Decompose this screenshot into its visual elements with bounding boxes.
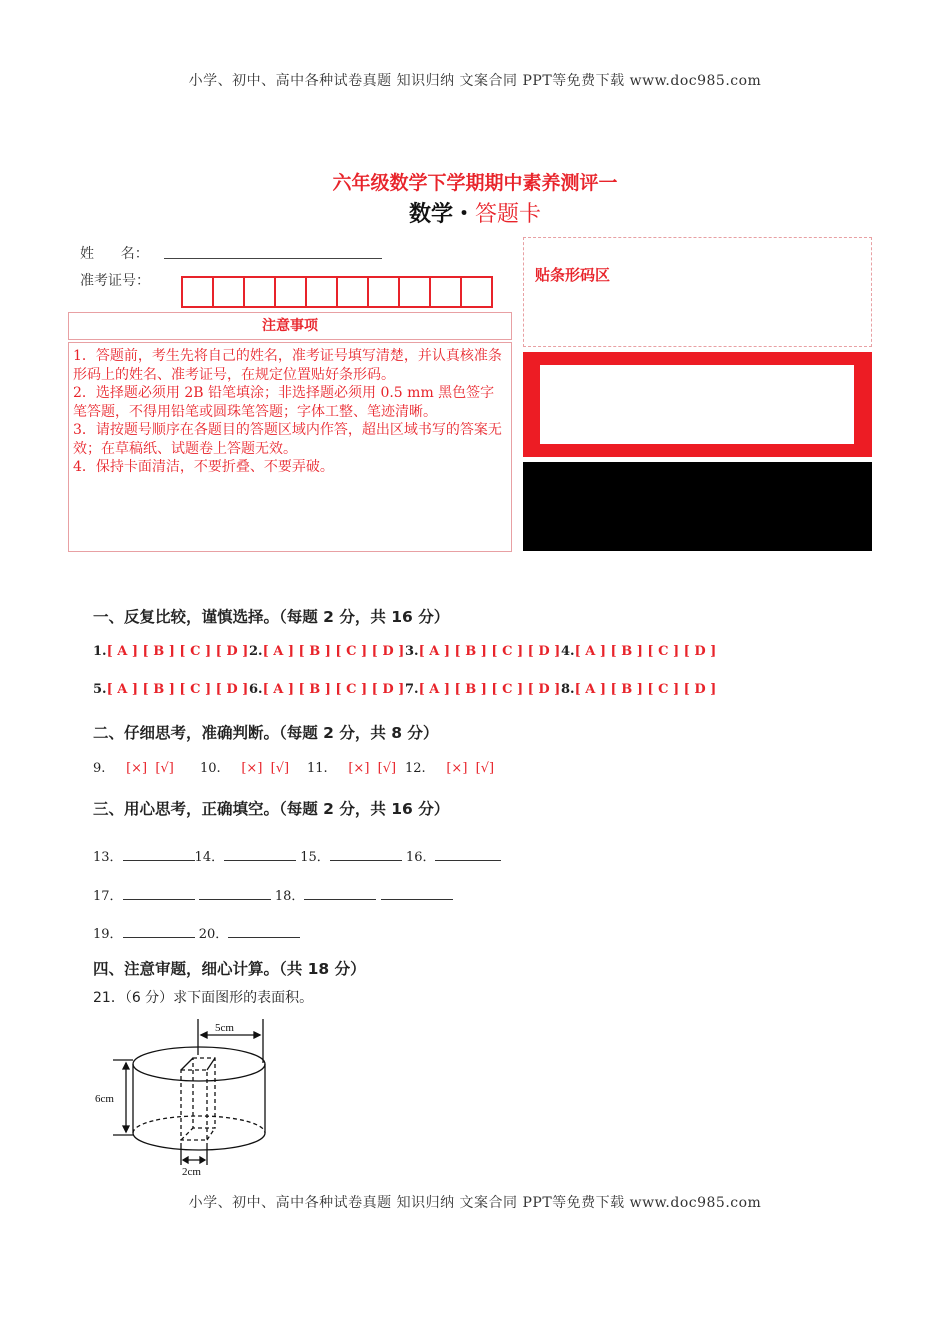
blank-18a[interactable] (304, 887, 376, 900)
choice-q4[interactable]: 4.[ A ] [ B ] [ C ] [ D ] (561, 644, 717, 659)
id-digit-box[interactable] (307, 278, 338, 306)
fill-row-1: 13． 14． 15． 16． (93, 846, 501, 865)
notice-heading: 注意事项 (68, 312, 512, 340)
section2-title: 二、仔细思考，准确判断。（每题 2 分，共 8 分） (93, 724, 439, 742)
judge-q12[interactable]: 12. [×] [√] (405, 761, 495, 776)
blank-17b[interactable] (199, 887, 271, 900)
id-digit-box[interactable] (369, 278, 400, 306)
page-header: 小学、初中、高中各种试卷真题 知识归纳 文案合同 PPT等免费下载 www.doc985.com (188, 73, 762, 89)
red-frame-box (523, 352, 872, 457)
cylinder-figure (93, 1015, 283, 1180)
blank-18b[interactable] (381, 887, 453, 900)
card-title (0, 197, 950, 228)
blank-20[interactable] (228, 925, 300, 938)
black-block (523, 462, 872, 551)
notice-item: 2．选择题必须用 2B 铅笔填涂；非选择题必须用 0.5 mm 黑色签字笔答题，不得用铅笔或圆珠笔答题；字体工整、笔迹清晰。 (73, 385, 495, 420)
choice-q1[interactable]: 1.[ A ] [ B ] [ C ] [ D ] (93, 644, 249, 659)
barcode-area (523, 237, 872, 347)
section1-title: 一、反复比较，谨慎选择。（每题 2 分，共 16 分） (93, 608, 450, 626)
id-label: 准考证号： (80, 273, 150, 289)
choice-q3[interactable]: 3.[ A ] [ B ] [ C ] [ D ] (405, 644, 561, 659)
fill-row-3: 19． 20． (93, 923, 300, 942)
fig-label-5cm: 5cm (215, 1022, 234, 1034)
blank-19[interactable] (123, 925, 195, 938)
question-21: 21．（6 分）求下面图形的表面积。 (93, 990, 314, 1006)
title-dot: ・ (452, 202, 475, 227)
blank-13[interactable] (123, 848, 195, 861)
name-label: 姓 名： (80, 246, 149, 262)
choice-q5[interactable]: 5.[ A ] [ B ] [ C ] [ D ] (93, 682, 249, 697)
notice-item: 4．保持卡面清洁，不要折叠、不要弄破。 (73, 459, 334, 475)
blank-14[interactable] (224, 848, 296, 861)
fig-label-6cm: 6cm (95, 1093, 114, 1105)
id-digit-box[interactable] (214, 278, 245, 306)
id-digit-box[interactable] (400, 278, 431, 306)
blank-16[interactable] (435, 848, 501, 861)
judge-q9[interactable]: 9. [×] [√] (93, 761, 174, 776)
id-digit-box[interactable] (338, 278, 369, 306)
id-digit-box[interactable] (245, 278, 276, 306)
id-digit-box[interactable] (183, 278, 214, 306)
exam-title: 六年级数学下学期期中素养测评一 (332, 172, 618, 194)
answer-card-label: 答题卡 (475, 202, 542, 227)
choice-q7[interactable]: 7.[ A ] [ B ] [ C ] [ D ] (405, 682, 561, 697)
notice-item: 1．答题前，考生先将自己的姓名，准考证号填写清楚，并认真核准条形码上的姓名、准考证号，在规定位置贴好条形码。 (73, 348, 502, 383)
notice-body (68, 342, 512, 552)
choice-q2[interactable]: 2.[ A ] [ B ] [ C ] [ D ] (249, 644, 405, 659)
id-digit-box[interactable] (462, 278, 491, 306)
id-digit-box[interactable] (431, 278, 462, 306)
fill-row-2: 17． 18． (93, 885, 453, 904)
fig-label-2cm: 2cm (182, 1166, 201, 1178)
judge-q11[interactable]: 11. [×] [√] (307, 761, 397, 776)
section4-title: 四、注意审题，细心计算。（共 18 分） (93, 960, 366, 978)
page-footer: 小学、初中、高中各种试卷真题 知识归纳 文案合同 PPT等免费下载 www.doc985.com (188, 1195, 762, 1211)
choice-q6[interactable]: 6.[ A ] [ B ] [ C ] [ D ] (249, 682, 405, 697)
notice-item: 3．请按题号顺序在各题目的答题区域内作答，超出区域书写的答案无效；在草稿纸、试题卷上答题无效。 (73, 422, 502, 457)
choice-q8[interactable]: 8.[ A ] [ B ] [ C ] [ D ] (561, 682, 717, 697)
blank-15[interactable] (330, 848, 402, 861)
name-field[interactable] (164, 258, 382, 259)
barcode-label: 贴条形码区 (535, 266, 611, 284)
section3-title: 三、用心思考，正确填空。（每题 2 分，共 16 分） (93, 800, 450, 818)
id-number-boxes[interactable] (181, 276, 493, 308)
judge-q10[interactable]: 10. [×] [√] (200, 761, 290, 776)
subject-label: 数学 (408, 202, 453, 227)
blank-17a[interactable] (123, 887, 195, 900)
id-digit-box[interactable] (276, 278, 307, 306)
